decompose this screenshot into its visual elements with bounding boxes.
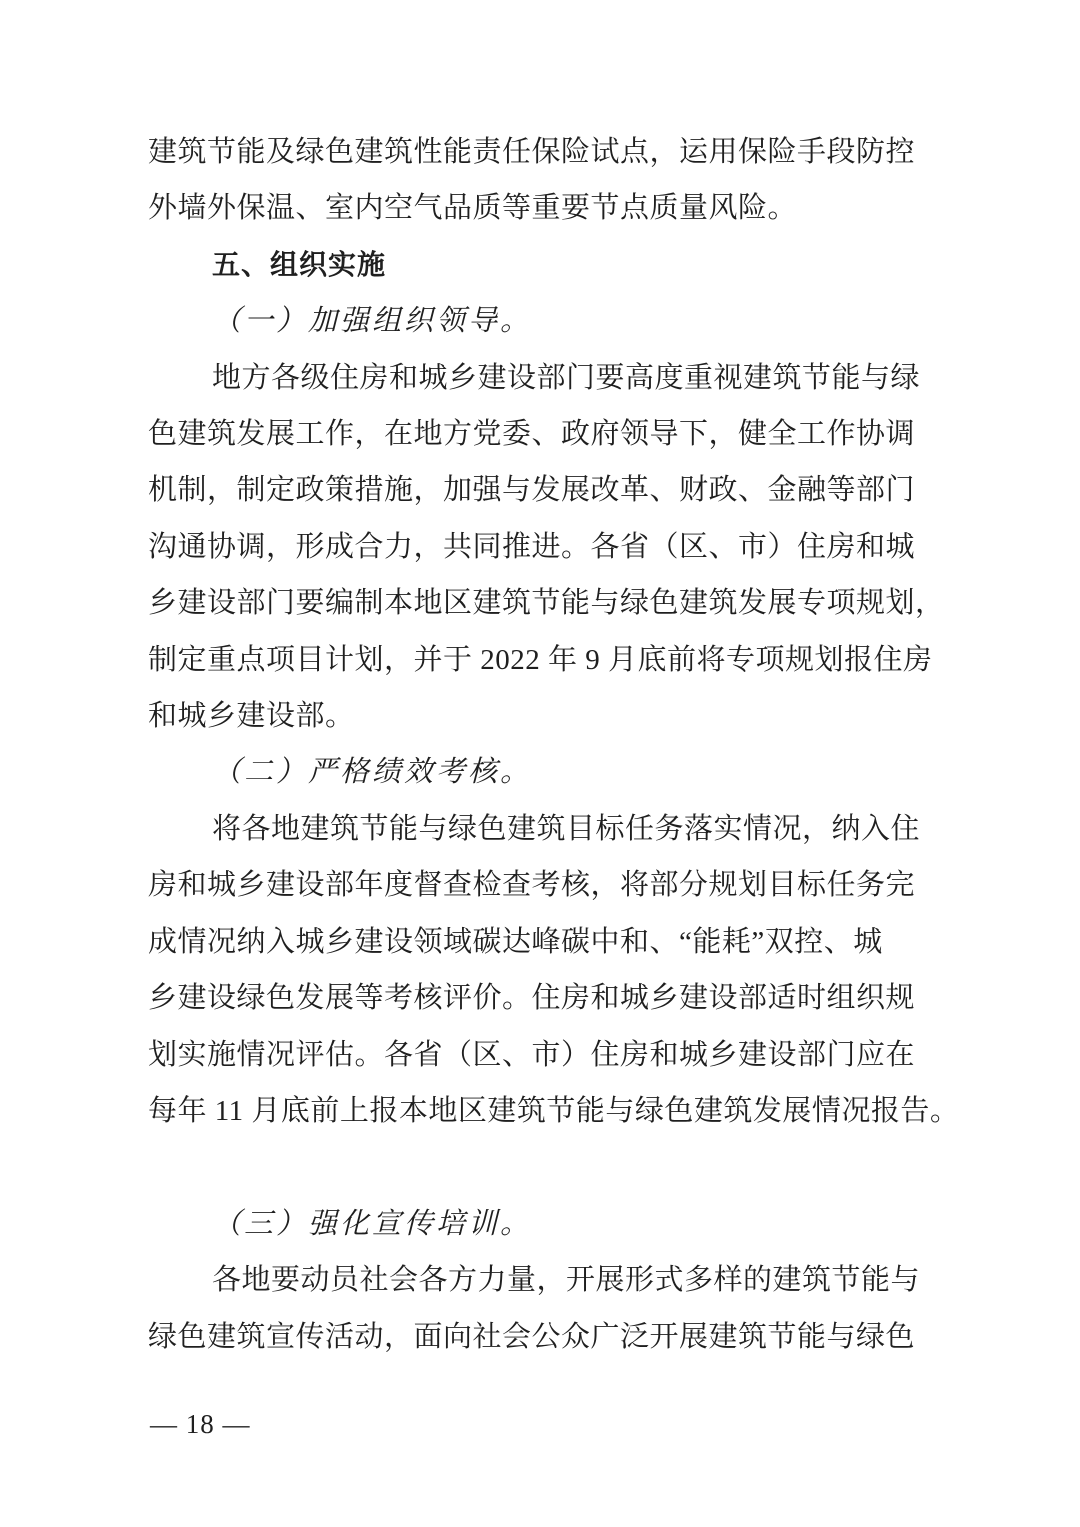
text-line: 房和城乡建设部年度督查检查考核，将部分规划目标任务完 (148, 869, 916, 902)
text-line: 乡建设绿色发展等考核评价。住房和城乡建设部适时组织规 (148, 982, 916, 1015)
text-line: 划实施情况评估。各省（区、市）住房和城乡建设部门应在 (148, 1038, 916, 1071)
text-line: 地方各级住房和城乡建设部门要高度重视建筑节能与绿 (212, 361, 921, 394)
section-heading: 五、组织实施 (212, 248, 387, 280)
subsection-heading: （一）加强组织领导。 (212, 305, 533, 338)
text-line: 乡建设部门要编制本地区建筑节能与绿色建筑发展专项规划， (148, 587, 945, 620)
subsection-heading: （三）强化宣传培训。 (212, 1207, 533, 1240)
document-body (148, 124, 960, 1365)
text-line: 成情况纳入城乡建设领域碳达峰碳中和、“能耗”双控、城 (148, 925, 883, 958)
blank-line (148, 1139, 948, 1195)
page-number: — 18 — (150, 1409, 251, 1439)
text-line: 外墙外保温、室内空气品质等重要节点质量风险。 (148, 192, 798, 225)
text-line: 沟通协调，形成合力，共同推进。各省（区、市）住房和城 (148, 530, 916, 563)
subsection-heading: （二）严格绩效考核。 (212, 756, 533, 789)
text-line: 每年 11 月底前上报本地区建筑节能与绿色建筑发展情况报告。 (148, 1094, 960, 1127)
page-footer (150, 1399, 251, 1449)
text-line: 和城乡建设部。 (148, 700, 355, 733)
text-line: 色建筑发展工作，在地方党委、政府领导下，健全工作协调 (148, 418, 916, 451)
text-line: 制定重点项目计划，并于 2022 年 9 月底前将专项规划报住房 (148, 643, 933, 676)
text-line: 机制，制定政策措施，加强与发展改革、财政、金融等部门 (148, 474, 916, 507)
text-line: 各地要动员社会各方力量，开展形式多样的建筑节能与 (212, 1264, 921, 1297)
text-line: 建筑节能及绿色建筑性能责任保险试点，运用保险手段防控 (148, 136, 916, 168)
text-line: 将各地建筑节能与绿色建筑目标任务落实情况，纳入住 (212, 812, 921, 845)
text-line: 绿色建筑宣传活动，面向社会公众广泛开展建筑节能与绿色 (148, 1320, 916, 1353)
